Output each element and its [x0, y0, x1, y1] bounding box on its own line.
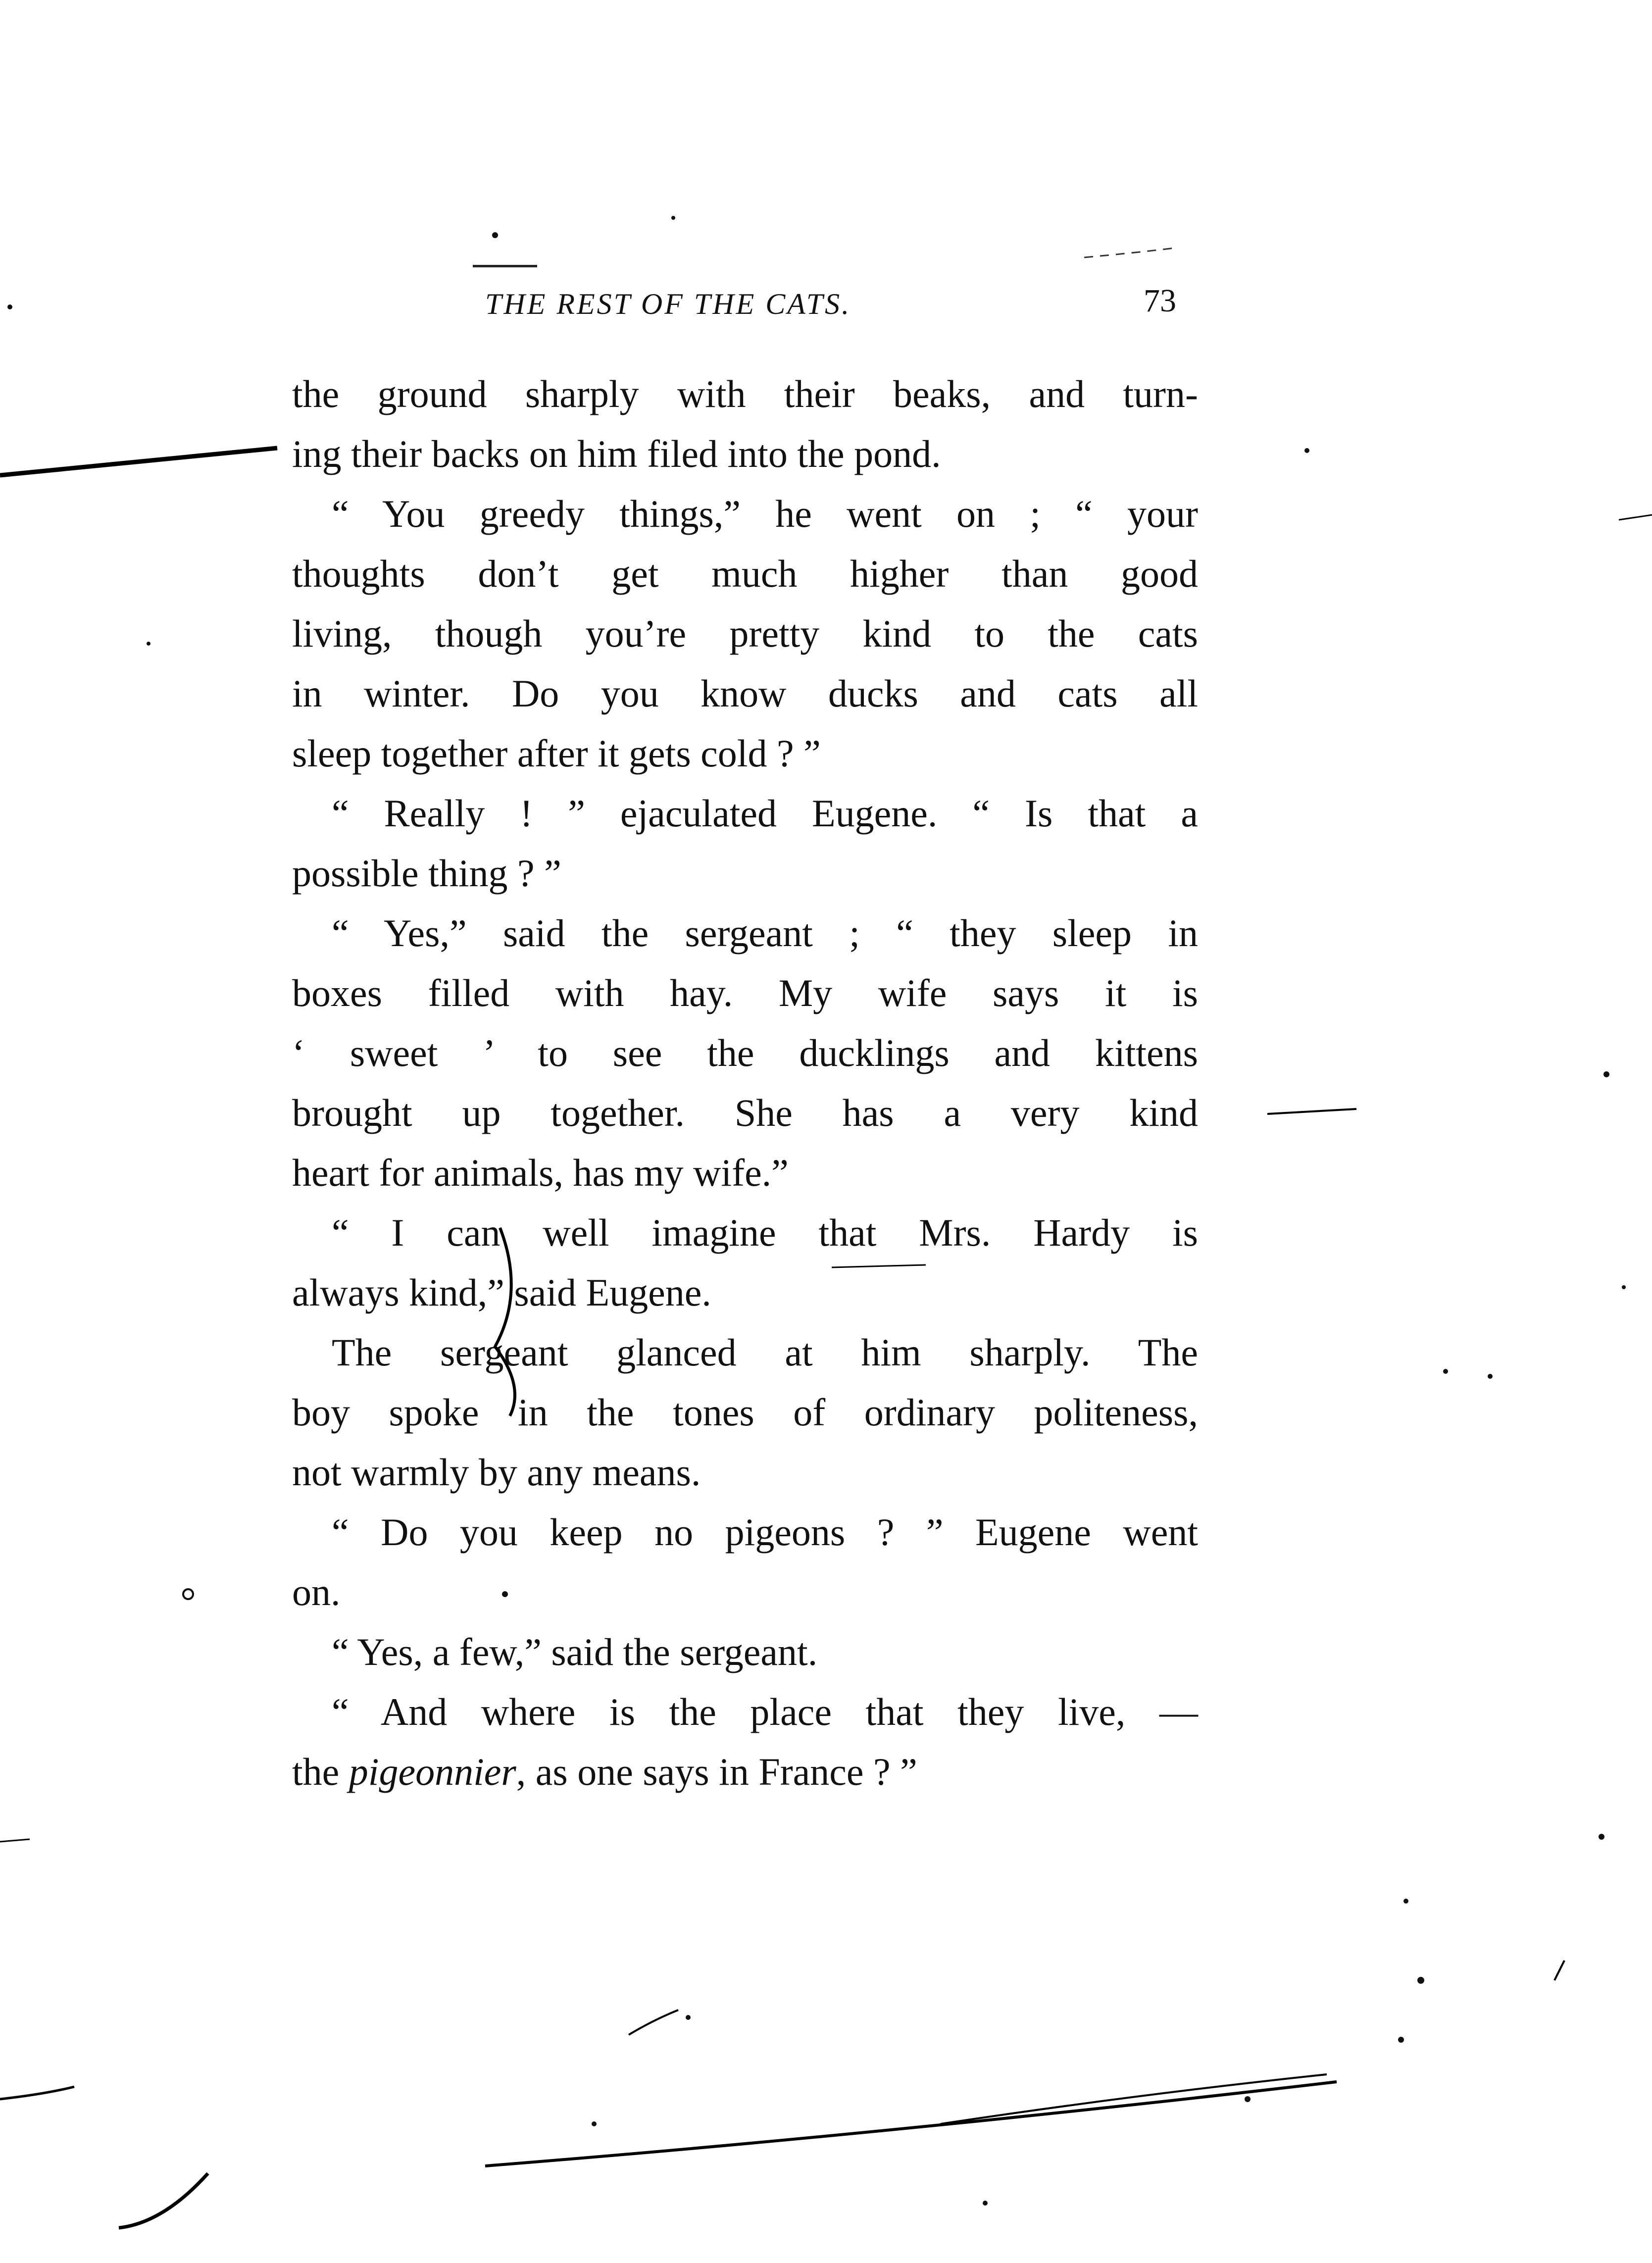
speck: [1488, 1374, 1493, 1379]
ink-stroke: [0, 448, 277, 475]
ink-stroke: [1554, 1961, 1564, 1980]
speck: [592, 2121, 597, 2126]
speck: [686, 2015, 691, 2020]
speck: [1245, 2096, 1251, 2102]
speck: [1622, 1285, 1626, 1289]
text-line: sleep together after it gets cold ? ”: [292, 732, 821, 775]
text-line: ‘ sweet ’ to see the ducklings and kittens: [292, 1031, 1198, 1074]
speck: [183, 1589, 193, 1599]
speck: [147, 642, 150, 646]
ink-stroke: [485, 2082, 1337, 2166]
speck: [1403, 1899, 1408, 1904]
speck: [671, 216, 675, 220]
text-line: The sergeant glanced at him sharply. The: [332, 1331, 1198, 1374]
ink-stroke: [1267, 1109, 1356, 1114]
text-line: heart for animals, has my wife.”: [292, 1151, 789, 1194]
speck: [1417, 1977, 1424, 1984]
text-line: “ And where is the place that they live, —: [332, 1690, 1198, 1733]
text-line: possible thing ? ”: [292, 852, 561, 895]
header-rule: [473, 265, 537, 267]
ink-stroke: [119, 2173, 208, 2228]
text-line: boxes filled with hay. My wife says it is: [292, 971, 1198, 1014]
text-line: ing their backs on him filed into the pond.: [292, 432, 941, 475]
text-line: in winter. Do you know ducks and cats all: [292, 672, 1198, 715]
text-line: “ Do you keep no pigeons ? ” Eugene went: [332, 1510, 1198, 1554]
text-line: thoughts don’t get much higher than good: [292, 552, 1198, 595]
ink-stroke: [941, 2074, 1327, 2124]
text-line: the ground sharply with their beaks, and turn-: [292, 372, 1198, 415]
body-text: [292, 364, 1198, 1802]
ink-stroke: [1619, 515, 1652, 520]
text-line: always kind,” said Eugene.: [292, 1271, 711, 1314]
text-line: “ Yes,” said the sergeant ; “ they sleep in: [332, 911, 1198, 955]
speck: [1603, 1071, 1609, 1077]
text-line: boy spoke in the tones of ordinary politeness,: [292, 1391, 1198, 1434]
text-line: “ You greedy things,” he went on ; “ your: [332, 492, 1198, 535]
speck: [983, 2201, 988, 2206]
speck: [7, 304, 12, 309]
speck: [492, 232, 498, 238]
final-line-start: the: [292, 1750, 349, 1793]
speck: [1599, 1834, 1604, 1840]
text-line: “ I can well imagine that Mrs. Hardy is: [332, 1211, 1198, 1254]
running-title: THE REST OF THE CATS.: [485, 288, 851, 320]
ink-stroke: [629, 2010, 678, 2035]
text-line: not warmly by any means.: [292, 1451, 701, 1494]
page-number: 73: [1144, 283, 1176, 319]
text-line-final: [292, 1742, 1198, 1802]
speck: [1443, 1369, 1448, 1374]
text-line: “ Really ! ” ejaculated Eugene. “ Is that a: [332, 792, 1198, 835]
italic-word: pigeonnier: [349, 1750, 516, 1793]
text-line: brought up together. She has a very kind: [292, 1091, 1198, 1134]
speck: [1398, 2037, 1404, 2043]
ink-stroke: [0, 1839, 30, 1842]
final-line-end: , as one says in France ? ”: [516, 1750, 917, 1793]
text-line: on.: [292, 1570, 341, 1613]
text-line: “ Yes, a few,” said the sergeant.: [332, 1630, 818, 1673]
text-line: living, though you’re pretty kind to the cats: [292, 612, 1198, 655]
ink-stroke: [0, 2087, 74, 2099]
ink-stroke: [1084, 248, 1178, 257]
speck: [1304, 448, 1309, 453]
